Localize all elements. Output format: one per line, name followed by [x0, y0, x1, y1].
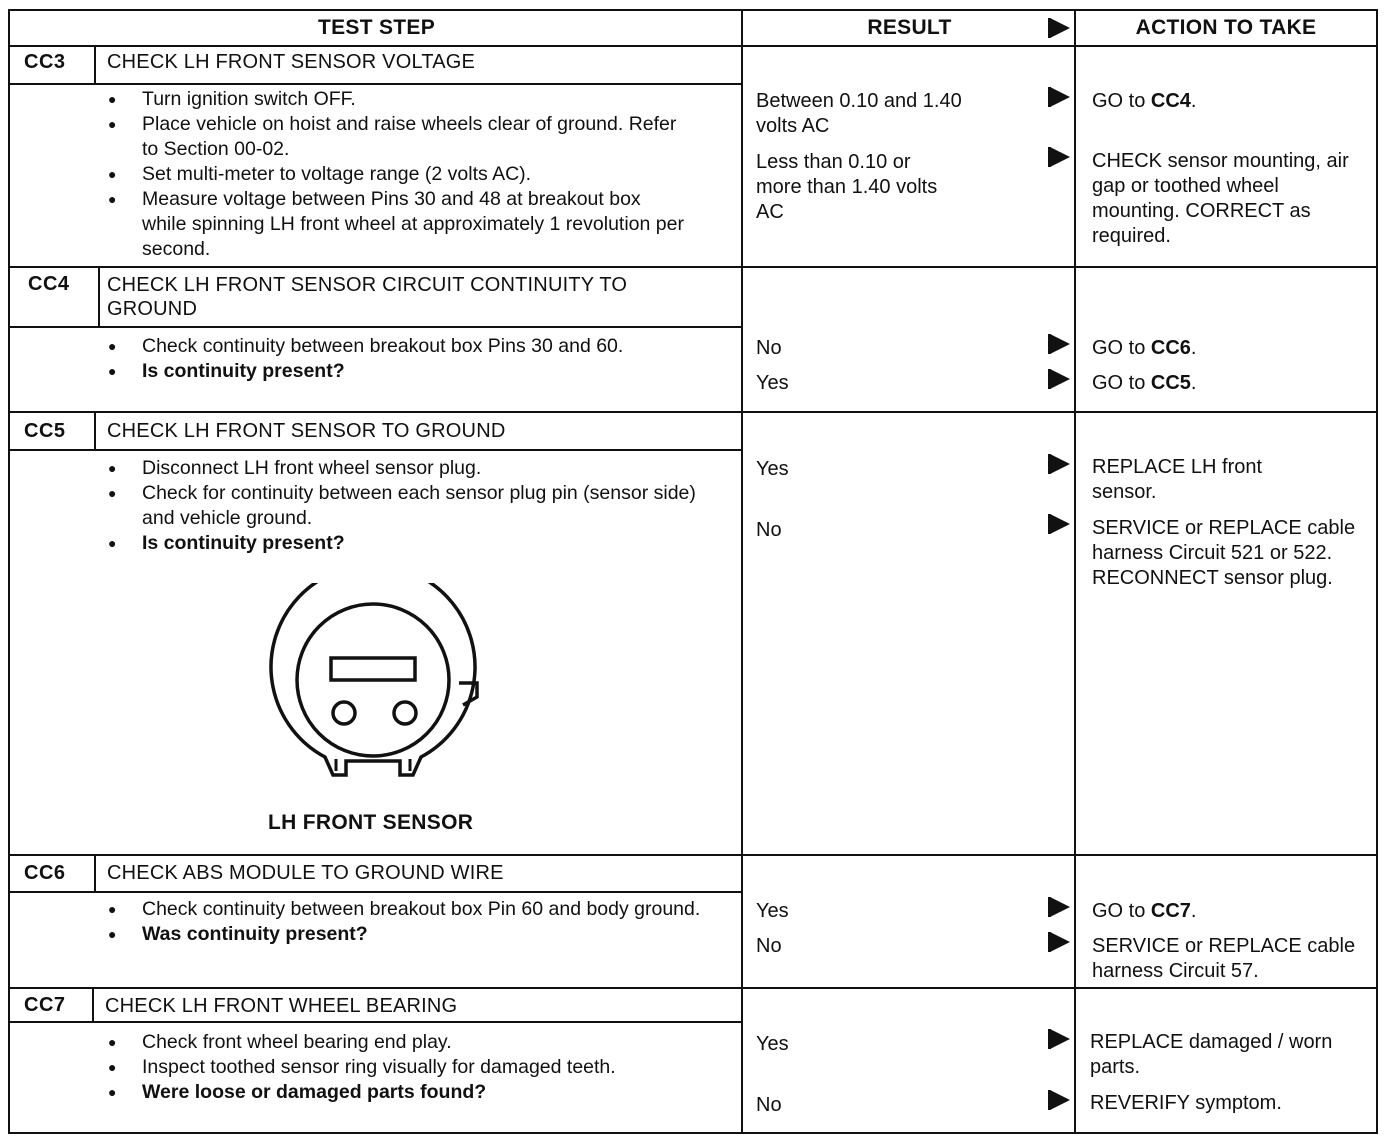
result-cc3-2: Less than 0.10 or more than 1.40 volts AC: [756, 151, 938, 223]
header-result: [743, 11, 1076, 47]
action-cc3-1: [1092, 89, 1196, 114]
action-step-ref: CC7: [1150, 900, 1191, 922]
step-title-cc6: CHECK ABS MODULE TO GROUND WIRE: [107, 862, 504, 884]
step-code-cc3: CC3: [24, 51, 66, 73]
step-code-cc6: CC6: [24, 862, 66, 884]
bullet-item: ● Inspect toothed sensor ring visually for damaged teeth.: [106, 1055, 686, 1080]
result-cc4-2: Yes: [756, 372, 789, 394]
title-underline-cc3: [10, 83, 741, 85]
sensor-key-slot: [331, 658, 415, 680]
action-cc4-1: [1092, 336, 1196, 361]
arrow-icon: [1050, 87, 1070, 107]
code-divider-cc5: [94, 413, 96, 451]
result-cc5-2: No: [756, 519, 782, 541]
title-underline-cc5: [10, 449, 741, 451]
action-cc5-2: SERVICE or REPLACE cable harness Circuit 521 or 522. RECONNECT sensor plug.: [1092, 517, 1356, 589]
arrow-icon: [1050, 897, 1070, 917]
action-cc4-2: [1092, 371, 1196, 396]
action-cc6-2: SERVICE or REPLACE cable harness Circuit 57.: [1092, 935, 1356, 982]
action-tail: .: [1190, 900, 1197, 922]
result-cc7-2: No: [756, 1094, 782, 1116]
result-cc6-1: Yes: [756, 900, 789, 922]
bullet-item: ● Was continuity present?: [106, 922, 706, 947]
title-underline-cc4: [10, 326, 741, 328]
header-test-step: TEST STEP: [10, 11, 743, 47]
arrow-icon: [1050, 1090, 1070, 1110]
sensor-plug-diagram: [265, 583, 485, 801]
header-result-label: RESULT: [867, 16, 952, 39]
action-tail: .: [1190, 337, 1197, 359]
action-text: GO to: [1092, 337, 1151, 359]
bullet-item: ● Check front wheel bearing end play.: [106, 1030, 686, 1055]
action-cc7-2: REVERIFY symptom.: [1090, 1092, 1282, 1114]
separator-cc6: [10, 854, 1376, 856]
step-bullets-cc3: [106, 87, 686, 262]
header-arrow-icon: [1050, 18, 1070, 38]
step-bullets-cc4: [106, 334, 716, 384]
arrow-icon: [1050, 932, 1070, 952]
result-cc5-1: Yes: [756, 458, 789, 480]
result-cc4-1: No: [756, 337, 782, 359]
action-tail: .: [1190, 372, 1197, 394]
step-title-cc5: CHECK LH FRONT SENSOR TO GROUND: [107, 420, 506, 442]
header-action: ACTION TO TAKE: [1076, 11, 1376, 47]
bullet-item: ● Check continuity between breakout box Pins 30 and 60.: [106, 334, 716, 359]
step-code-cc4: CC4: [28, 273, 70, 295]
bullet-item: ● Turn ignition switch OFF.: [106, 87, 686, 112]
action-cc3-2: CHECK sensor mounting, air gap or toothed wheel mounting. CORRECT as required.: [1092, 150, 1349, 247]
step-title-cc3: CHECK LH FRONT SENSOR VOLTAGE: [107, 51, 476, 73]
bullet-item: ● Set multi-meter to voltage range (2 volts AC).: [106, 162, 686, 187]
arrow-icon: [1050, 1029, 1070, 1049]
title-underline-cc7: [10, 1021, 741, 1023]
figure-caption: LH FRONT SENSOR: [268, 811, 474, 834]
action-cc7-1: REPLACE damaged / worn parts.: [1090, 1031, 1333, 1078]
arrow-icon: [1050, 454, 1070, 474]
action-step-ref: CC4: [1150, 90, 1191, 112]
bullet-item: ● Check continuity between breakout box Pin 60 and body ground.: [106, 897, 706, 922]
separator-cc4: [10, 266, 1376, 268]
action-cc6-1: [1092, 899, 1196, 924]
column-divider-action: [1074, 11, 1076, 1132]
action-cc5-1: REPLACE LH front sensor.: [1092, 456, 1263, 503]
code-divider-cc3: [94, 45, 96, 85]
bullet-item: ● Measure voltage between Pins 30 and 48 at breakout box while spinning LH front wheel at approximately 1 revolution per second.: [106, 187, 686, 262]
arrow-icon: [1050, 514, 1070, 534]
action-step-ref: CC6: [1150, 337, 1191, 359]
bullet-item: ● Is continuity present?: [106, 531, 706, 556]
bullet-item: ● Were loose or damaged parts found?: [106, 1080, 686, 1105]
bullet-item: ● Is continuity present?: [106, 359, 716, 384]
step-bullets-cc7: [106, 1030, 686, 1105]
action-text: GO to: [1092, 372, 1151, 394]
step-code-cc5: CC5: [24, 420, 66, 442]
action-tail: .: [1190, 90, 1197, 112]
separator-cc7: [10, 987, 1376, 989]
title-underline-cc6: [10, 891, 741, 893]
action-text: GO to: [1092, 900, 1151, 922]
bullet-item: ● Place vehicle on hoist and raise wheels clear of ground. Refer to Section 00-02.: [106, 112, 686, 162]
step-code-cc7: CC7: [24, 994, 66, 1016]
sensor-pin-right: [394, 702, 416, 724]
action-text: GO to: [1092, 90, 1151, 112]
result-cc7-1: Yes: [756, 1033, 789, 1055]
arrow-icon: [1050, 369, 1070, 389]
step-bullets-cc6: [106, 897, 706, 947]
code-divider-cc6: [94, 856, 96, 893]
action-step-ref: CC5: [1150, 372, 1191, 394]
bullet-item: ● Disconnect LH front wheel sensor plug.: [106, 456, 706, 481]
code-divider-cc7: [92, 989, 94, 1023]
arrow-icon: [1050, 334, 1070, 354]
bullet-item: ● Check for continuity between each sensor plug pin (sensor side) and vehicle ground.: [106, 481, 706, 531]
code-divider-cc4: [98, 268, 100, 328]
arrow-icon: [1050, 147, 1070, 167]
step-title-cc7: CHECK LH FRONT WHEEL BEARING: [105, 995, 458, 1017]
step-title-cc4: CHECK LH FRONT SENSOR CIRCUIT CONTINUITY TO GROUND: [107, 274, 628, 320]
result-cc3-1: Between 0.10 and 1.40 volts AC: [756, 90, 962, 137]
diagnostic-table: [8, 9, 1378, 1134]
column-divider-result: [741, 11, 743, 1132]
separator-cc5: [10, 411, 1376, 413]
result-cc6-2: No: [756, 935, 782, 957]
step-bullets-cc5: [106, 456, 706, 556]
sensor-pin-left: [333, 702, 355, 724]
